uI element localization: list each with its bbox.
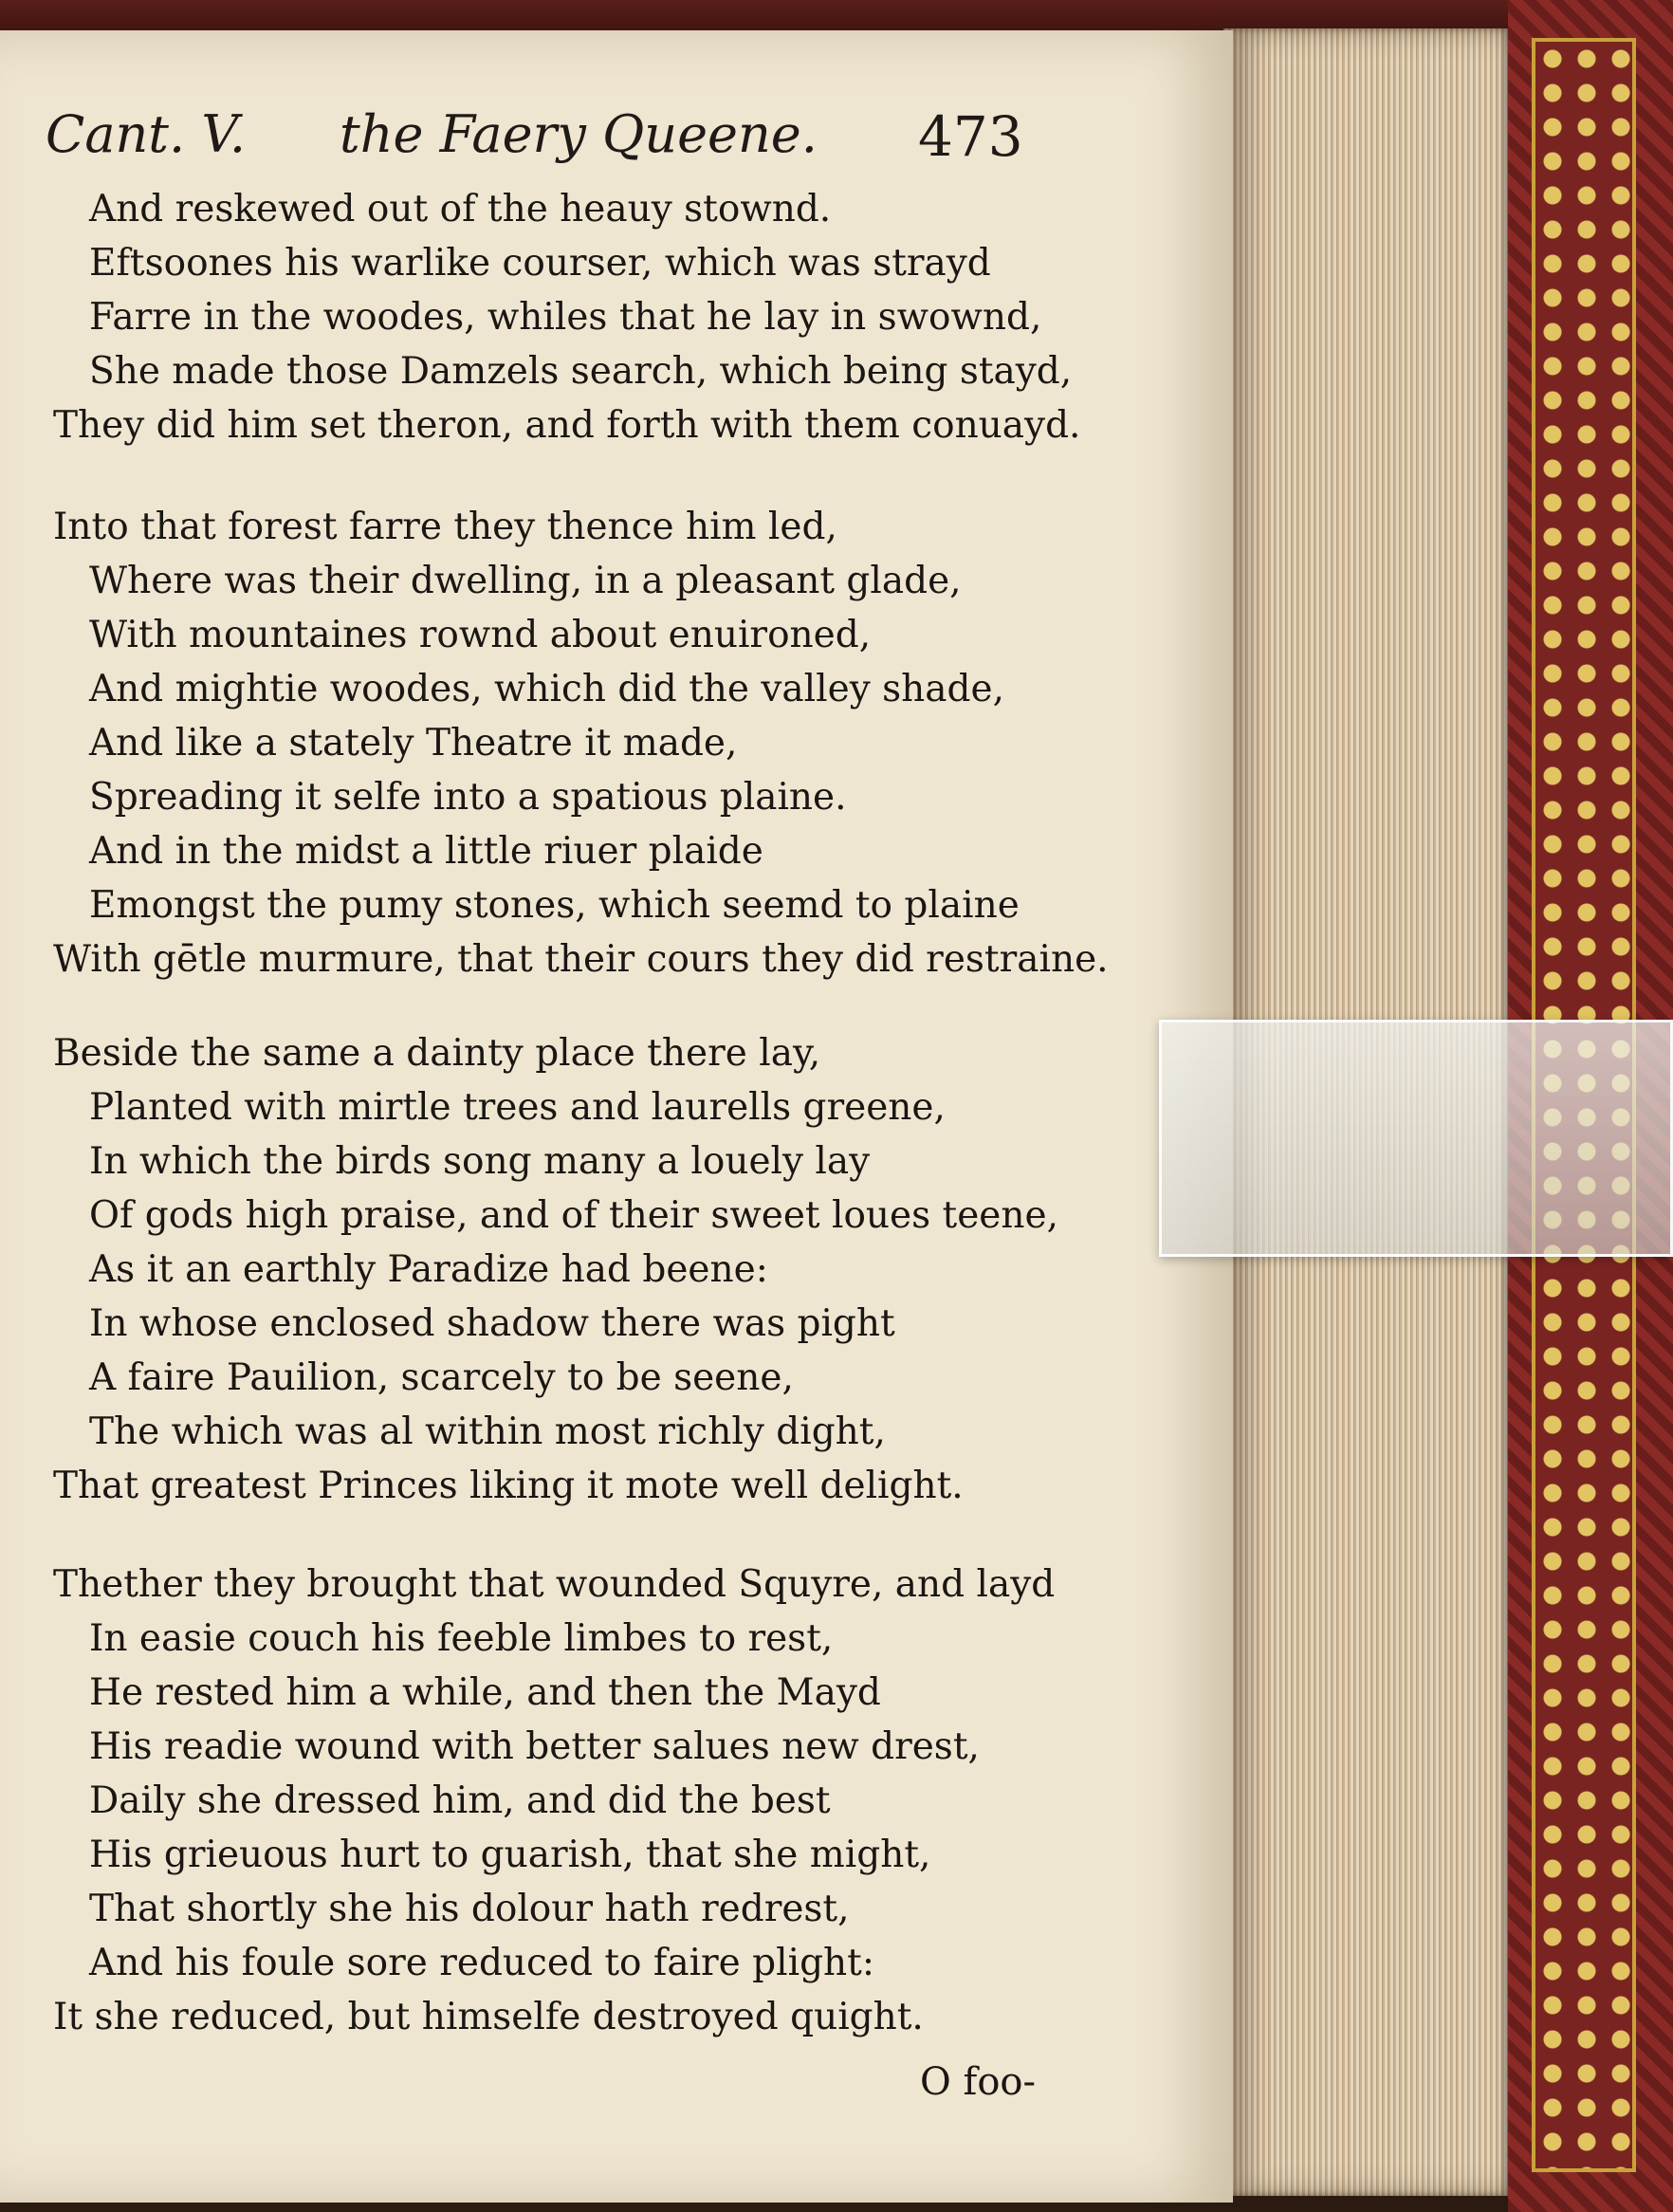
- verse-line: His grieuous hurt to guarish, that she might,: [89, 1834, 931, 1876]
- page-number: 473: [918, 104, 1023, 169]
- verse-line: His readie wound with better salues new drest,: [89, 1725, 980, 1768]
- verse-line: That shortly she his dolour hath redrest,: [89, 1888, 850, 1930]
- book-title: the Faery Queene.: [340, 104, 818, 164]
- verse-line: Emongst the pumy stones, which seemd to plaine: [89, 884, 1020, 927]
- verse-line: He rested him a while, and then the Mayd: [89, 1671, 881, 1714]
- verse-line: That greatest Princes liking it mote well delight.: [53, 1465, 964, 1507]
- verse-line: The which was al within most richly dight,: [89, 1410, 886, 1453]
- verse-line: Into that forest farre they thence him led,: [53, 506, 837, 548]
- verse-line: In which the birds song many a louely lay: [89, 1140, 871, 1183]
- verse-line: A faire Pauilion, scarcely to be seene,: [89, 1356, 794, 1399]
- running-head: [46, 104, 1041, 190]
- verse-line: Eftsoones his warlike courser, which was strayd: [89, 242, 991, 285]
- stanza-2: [53, 500, 1109, 986]
- verse-line: With mountaines rownd about enuironed,: [89, 614, 872, 656]
- verse-line: Beside the same a dainty place there lay,: [53, 1032, 821, 1075]
- verse-line: She made those Damzels search, which being stayd,: [89, 350, 1073, 393]
- verse-line: Where was their dwelling, in a pleasant glade,: [89, 560, 962, 602]
- catchword: O foo-: [920, 2060, 1036, 2104]
- verse-line: They did him set theron, and forth with them conuayd.: [53, 404, 1081, 447]
- stanza-4: [53, 1558, 1096, 2044]
- verse-line: Daily she dressed him, and did the best: [89, 1779, 831, 1822]
- verse-line: With gētle murmure, that their cours they did restraine.: [53, 938, 1109, 981]
- book-page: [0, 30, 1233, 2203]
- verse-line: In whose enclosed shadow there was pight: [89, 1302, 895, 1345]
- verse-line: And in the midst a little riuer plaide: [89, 830, 763, 873]
- verse-line: Of gods high praise, and of their sweet loues teene,: [89, 1194, 1058, 1237]
- verse-line: Planted with mirtle trees and laurells greene,: [89, 1086, 946, 1129]
- verse-line: It she reduced, but himselfe destroyed quight.: [53, 1996, 924, 2038]
- stanza-3: [53, 1026, 1096, 1513]
- page-clip: [1159, 1020, 1673, 1257]
- verse-line: And reskewed out of the heauy stownd.: [89, 188, 832, 230]
- verse-line: And mightie woodes, which did the valley shade,: [89, 668, 1004, 710]
- verse-line: As it an earthly Paradize had beene:: [89, 1248, 768, 1291]
- canto-label: Cant. V.: [46, 104, 247, 164]
- verse-line: Thether they brought that wounded Squyre, and layd: [53, 1563, 1056, 1606]
- stanza-1: [53, 182, 1096, 452]
- verse-line: And his foule sore reduced to faire plight:: [89, 1942, 874, 1984]
- verse-line: In easie couch his feeble limbes to rest,: [89, 1617, 834, 1660]
- verse-line: Spreading it selfe into a spatious plaine.: [89, 776, 847, 819]
- verse-line: Farre in the woodes, whiles that he lay in swownd,: [89, 296, 1042, 339]
- verse-line: And like a stately Theatre it made,: [89, 722, 738, 765]
